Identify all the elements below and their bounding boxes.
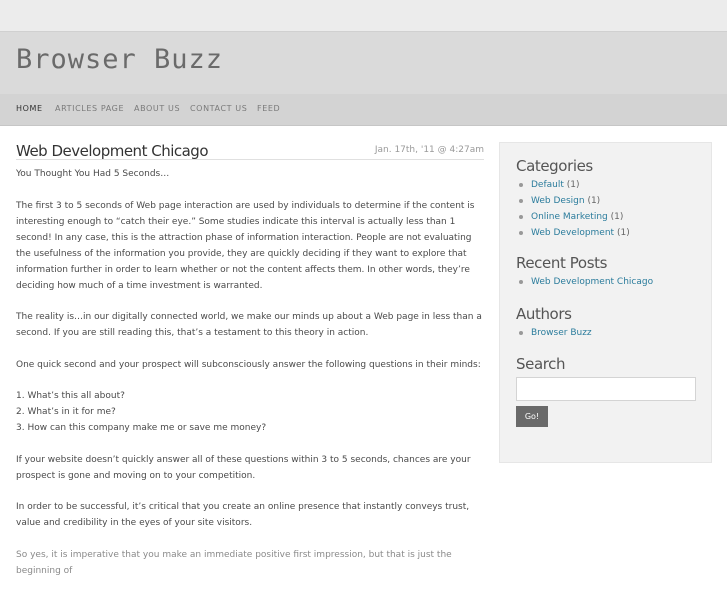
bullet-icon xyxy=(519,183,523,187)
search-input[interactable] xyxy=(516,377,696,401)
categories-list xyxy=(518,177,630,241)
recent-post-link[interactable]: Web Development Chicago xyxy=(531,277,654,287)
search-submit-button[interactable]: Go! xyxy=(516,406,548,427)
post-paragraph: The first 3 to 5 seconds of Web page interaction are used by individuals to determine if the content is interesting enough to “catch their eye.” Some studies indicate this interval is actually less than 1 second! In any case, this is the attraction phase of information interaction. People are not evaluating the usefulness of the information you provide, they are quickly deciding if they want to explore that information further in order to learn whether or not the content affects them. In other words, they’re deciding how much of a time investment is warranted. xyxy=(16,200,475,291)
list-item: 2. What’s in it for me? xyxy=(16,407,116,417)
post-paragraph: You Thought You Had 5 Seconds… xyxy=(16,169,170,179)
bullet-icon xyxy=(519,231,523,235)
top-strip xyxy=(0,0,727,31)
nav-home[interactable]: HOME xyxy=(16,104,43,113)
authors-heading: Authors xyxy=(516,305,572,323)
nav-about-us[interactable]: ABOUT US xyxy=(134,104,181,113)
list-item: 3. How can this company make me or save me money? xyxy=(16,423,267,433)
category-link-online-marketing[interactable]: Online Marketing xyxy=(531,212,608,222)
category-link-default[interactable]: Default xyxy=(531,180,564,190)
post-title-divider xyxy=(16,159,484,160)
list-item: 1. What’s this all about? xyxy=(16,391,125,401)
list-item xyxy=(518,274,653,290)
list-item xyxy=(518,225,630,241)
list-item xyxy=(518,209,630,225)
recent-posts-list xyxy=(518,274,653,290)
search-heading: Search xyxy=(516,355,566,373)
list-item xyxy=(518,325,592,341)
list-item xyxy=(518,193,630,209)
nav-contact-us[interactable]: CONTACT US xyxy=(190,104,248,113)
post-paragraph: The reality is…in our digitally connected world, we make our minds up about a Web page in less than a second. If you are still reading this, that’s a testament to this theory in action. xyxy=(16,312,482,338)
post-paragraph: In order to be successful, it’s critical that you create an online presence that instantly conveys trust, value and credibility in the eyes of your site visitors. xyxy=(16,502,470,528)
bullet-icon xyxy=(519,215,523,219)
nav-articles-page[interactable]: ARTICLES PAGE xyxy=(55,104,125,113)
authors-list xyxy=(518,325,592,341)
post-date: Jan. 17th, '11 @ 4:27am xyxy=(374,145,484,155)
post-body xyxy=(16,166,486,594)
post-paragraph-cutoff: So yes, it is imperative that you make an immediate positive first impression, but that is just the beginning of xyxy=(16,549,452,576)
category-link-web-development[interactable]: Web Development xyxy=(531,228,615,238)
site-title[interactable]: Browser Buzz xyxy=(16,44,224,75)
category-count: (1) xyxy=(610,212,624,222)
author-link[interactable]: Browser Buzz xyxy=(531,328,592,338)
bullet-icon xyxy=(519,280,523,284)
category-count: (1) xyxy=(587,196,601,206)
post-question-list xyxy=(16,388,486,436)
bullet-icon xyxy=(519,199,523,203)
category-link-web-design[interactable]: Web Design xyxy=(531,196,585,206)
nav-feed[interactable]: FEED xyxy=(257,104,281,113)
post-paragraph: If your website doesn’t quickly answer all of these questions within 3 to 5 seconds, chances are your prospect is gone and moving on to your competition. xyxy=(16,454,471,481)
post-paragraph: One quick second and your prospect will subconsciously answer the following questions in their minds: xyxy=(16,359,481,370)
bullet-icon xyxy=(519,331,523,335)
post-title[interactable]: Web Development Chicago xyxy=(16,142,209,160)
recent-posts-heading: Recent Posts xyxy=(516,254,608,272)
category-count: (1) xyxy=(566,180,580,190)
categories-heading: Categories xyxy=(516,157,593,175)
category-count: (1) xyxy=(616,228,630,238)
list-item xyxy=(518,177,630,193)
